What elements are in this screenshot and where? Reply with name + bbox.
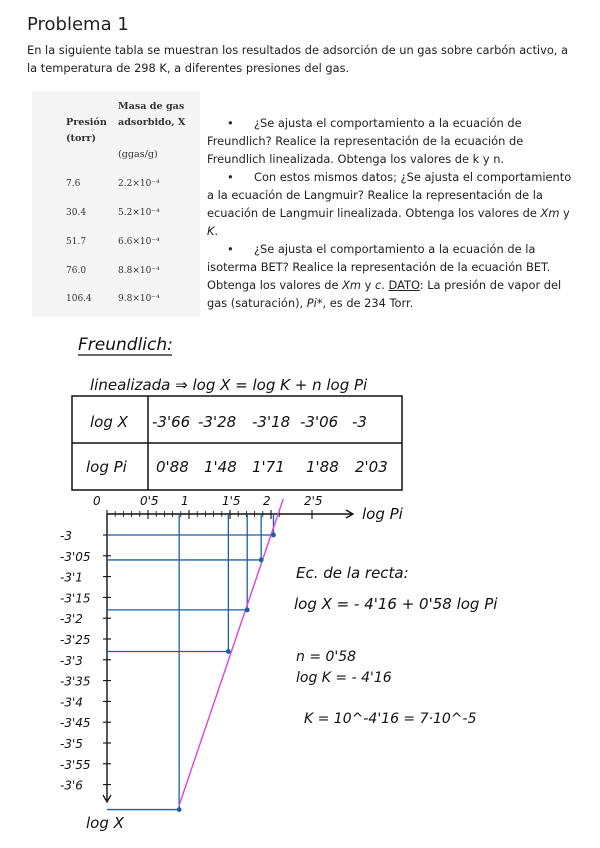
table-cell: -3'28 (198, 413, 237, 431)
table-cell: 2'03 (355, 458, 388, 476)
questions-list (207, 114, 577, 312)
x-tick-label: 2 (263, 494, 271, 508)
freundlich-heading: Freundlich: (78, 335, 173, 355)
dato-label: DATO (388, 278, 420, 292)
data-point (177, 807, 182, 812)
mass-cell: 2.2×10⁻⁴ (118, 179, 160, 189)
line-equation: log X = - 4'16 + 0'58 log Pi (294, 595, 498, 613)
data-point (226, 649, 231, 654)
data-point (259, 558, 264, 563)
table-row1-label: log X (90, 413, 128, 431)
y-tick-label: -3'25 (60, 633, 91, 647)
table-cell: 1'88 (306, 458, 339, 476)
table-cell: 1'71 (252, 458, 285, 476)
adsorption-data-table (32, 91, 200, 317)
table-row2-label: log Pi (86, 458, 127, 476)
handwritten-solution (0, 320, 600, 848)
bullet-icon: • (227, 170, 234, 184)
logk-value: log K = - 4'16 (296, 670, 392, 686)
pressure-cell: 7.6 (66, 179, 81, 189)
x-tick-label: 1 (181, 494, 189, 508)
x-tick-label: 2'5 (304, 494, 323, 508)
question-text: : La presión de vapor del gas (saturación), (207, 278, 562, 310)
y-tick-label: -3'45 (60, 716, 91, 731)
table-cell: -3 (352, 413, 367, 431)
pressure-header-line1: Presión (66, 117, 107, 128)
mass-header-line2: adsorbido, X (118, 117, 186, 128)
y-tick-label: -3'2 (60, 612, 83, 627)
mass-cell: 5.2×10⁻⁴ (118, 208, 160, 218)
xm-symbol: Xm (342, 278, 362, 292)
y-tick-label: -3'15 (60, 591, 91, 606)
data-point (271, 533, 276, 538)
x-tick-label: 0 (93, 494, 101, 508)
mass-units: (ggas/g) (118, 149, 158, 160)
bullet-icon: • (227, 116, 234, 130)
y-axis-label: log X (86, 814, 124, 832)
bullet-icon: • (227, 242, 234, 256)
y-tick-label: -3'05 (60, 549, 91, 564)
y-tick-label: -3'35 (60, 674, 91, 689)
y-tick-label: -3'1 (60, 570, 83, 585)
question-freundlich (207, 114, 577, 168)
equation-title: Ec. de la recta: (296, 564, 409, 582)
pressure-cell: 106.4 (66, 294, 92, 304)
problem-intro: En la siguiente tabla se muestran los resultados de adsorción de un gas sobre carbón activo, a la temperatura de 298 K, a diferentes presiones del gas. (27, 43, 569, 75)
data-point (245, 607, 250, 612)
xm-symbol: Xm (540, 206, 560, 220)
k-symbol: K (207, 224, 215, 238)
n-value: n = 0'58 (296, 649, 357, 665)
pressure-cell: 30.4 (66, 208, 87, 218)
question-text: . (214, 224, 219, 238)
table-cell: -3'66 (152, 413, 191, 431)
mass-cell: 6.6×10⁻⁴ (118, 237, 160, 247)
linearized-equation: linealizada ⇒ log X = log K + n log Pi (90, 376, 368, 394)
table-cell: 1'48 (204, 458, 237, 476)
question-langmuir (207, 168, 577, 240)
y-tick-label: -3'55 (60, 757, 91, 772)
k-value: K = 10^-4'16 = 7·10^-5 (304, 711, 477, 727)
question-text: , es de 234 Torr. (322, 296, 414, 310)
x-tick-label: 1'5 (222, 494, 241, 508)
y-tick-label: -3'3 (60, 653, 83, 668)
mass-cell: 8.8×10⁻⁴ (118, 266, 160, 276)
table-cell: -3'18 (252, 413, 291, 431)
x-axis-label: log Pi (362, 505, 403, 523)
question-text: y (559, 206, 570, 220)
question-text: . (381, 278, 389, 292)
pressure-header-line2: (torr) (66, 133, 97, 144)
mass-header-line1: Masa de gas (118, 101, 185, 112)
question-bet (207, 240, 577, 312)
question-text: Con estos mismos datos; ¿Se ajusta el comportamiento a la ecuación de Langmuir? Realice la representación de la ecuación de Langmuir linealizada. Obtenga los valores de (207, 170, 572, 220)
question-text: ¿Se ajusta el comportamiento a la ecuación de la isoterma BET? Realice la representación de la ecuación BET. Obtenga los valores de (207, 242, 551, 292)
y-tick-label: -3'4 (60, 695, 83, 710)
question-text: y (361, 278, 376, 292)
x-tick-label: 0'5 (140, 494, 159, 508)
c-symbol: c (375, 278, 382, 292)
page-title: Problema 1 (27, 14, 129, 35)
pi-symbol: Pi* (306, 296, 323, 310)
table-cell: -3'06 (300, 413, 339, 431)
mass-cell: 9.8×10⁻⁴ (118, 294, 160, 304)
question-text: ¿Se ajusta el comportamiento a la ecuación de Freundlich? Realice la representación de la ecuación de Freundlich linealizada. Obtenga los valores de k y n. (207, 116, 524, 166)
pressure-cell: 76.0 (66, 266, 87, 276)
y-tick-label: -3'5 (60, 737, 83, 751)
y-tick-label: -3'6 (60, 778, 83, 793)
pressure-cell: 51.7 (66, 237, 87, 247)
table-cell: 0'88 (156, 458, 189, 476)
y-tick-label: -3 (60, 529, 72, 543)
